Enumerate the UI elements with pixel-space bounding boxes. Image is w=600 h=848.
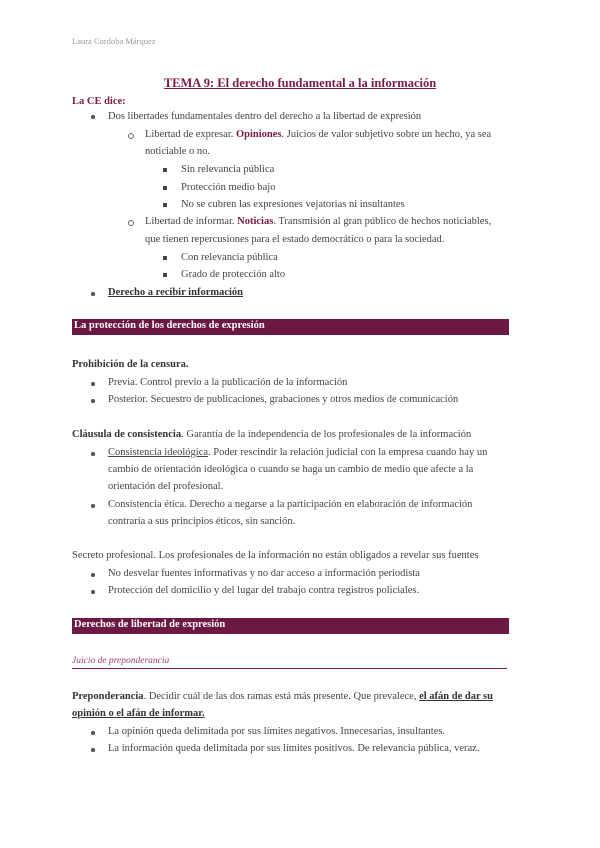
bullet-square-icon <box>163 168 167 172</box>
informar-rest: . Transmisión al gran público de hechos noticiables, <box>273 216 492 227</box>
list-item: Grado de protección alto <box>181 269 286 280</box>
prep-rest: . Decidir cuál de las dos ramas está más presente. Que prevalece, <box>143 691 420 702</box>
bullet-icon <box>91 748 95 752</box>
expresar-line <box>145 128 491 142</box>
section-title: La protección de los derechos de expresión <box>74 320 265 331</box>
bullet-square-icon <box>163 256 167 260</box>
etica-line-2: contraria a sus principios éticos, sin sanción. <box>108 516 296 527</box>
bullet-icon <box>91 731 95 735</box>
bullet-square-icon <box>163 273 167 277</box>
bullet-icon <box>91 573 95 577</box>
expresar-line-2: noticiable o no. <box>145 146 211 157</box>
section-bar-libertad <box>72 618 509 634</box>
preponderancia-line-2: opinión o el afán de informar. <box>72 708 205 719</box>
bullet-icon <box>91 504 95 508</box>
derecho-recibir: Derecho a recibir información <box>108 287 244 298</box>
list-item: Posterior. Secuestro de publicaciones, grabaciones y otros medios de comunicación <box>108 394 459 405</box>
ideologica-rest: . Poder rescindir la relación judicial con la empresa cuando hay un <box>208 447 488 458</box>
ce-intro: Dos libertades fundamentales dentro del derecho a la libertad de expresión <box>108 111 422 122</box>
bullet-square-icon <box>163 203 167 207</box>
bullet-icon <box>91 452 95 456</box>
secreto-line: Secreto profesional. Los profesionales de la información no están obligados a revelar sus fuentes <box>72 550 479 561</box>
informar-line <box>145 215 491 229</box>
informar-keyword: Noticias <box>237 216 274 227</box>
list-item: Protección medio bajo <box>181 182 276 193</box>
expresar-keyword: Opiniones <box>235 129 282 140</box>
section-title: Derechos de libertad de expresión <box>74 619 226 630</box>
list-item: La información queda delimitada por sus límites positivos. De relevancia pública, veraz. <box>108 743 480 754</box>
list-item: Protección del domicilio y del lugar del trabajo contra registros policiales. <box>108 585 420 596</box>
bullet-icon <box>91 382 95 386</box>
ideologica-line <box>108 446 487 460</box>
bullet-circle-icon <box>128 133 134 139</box>
expresar-lead: Libertad de expresar. <box>145 129 236 140</box>
clausula-rest: . Garantía de la independencia de los profesionales de la información <box>181 429 472 440</box>
informar-line-2: que tienen repercusiones para el estado democrático o para la sociedad. <box>145 234 445 245</box>
list-item: Sin relevancia pública <box>181 164 275 175</box>
ideologica-link[interactable]: Consistencia ideológica <box>108 447 209 458</box>
clausula-lead: Cláusula de consistencia <box>72 429 182 440</box>
page-title: TEMA 9: El derecho fundamental a la información <box>163 76 437 90</box>
expresar-rest: . Juicios de valor subjetivo sobre un hecho, ya sea <box>281 129 492 140</box>
list-item: Con relevancia pública <box>181 252 278 263</box>
juicio-heading: Juicio de preponderancia <box>72 655 507 669</box>
ideologica-line-3: orientación del profesional. <box>108 481 224 492</box>
bullet-icon <box>91 292 95 296</box>
censura-heading: Prohibición de la censura. <box>72 359 189 370</box>
list-item: No desvelar fuentes informativas y no dar acceso a información periodista <box>108 568 420 579</box>
bullet-circle-icon <box>128 220 134 226</box>
informar-lead: Libertad de informar. <box>145 216 238 227</box>
list-item: La opinión queda delimitada por sus límites negativos. Innecesarias, insultantes. <box>108 726 446 737</box>
clausula-line <box>72 428 471 442</box>
preponderancia-line <box>72 690 493 704</box>
list-item: No se cubren las expresiones vejatorias ni insultantes <box>181 199 405 210</box>
section-bar-proteccion <box>72 319 509 335</box>
ideologica-line-2: cambio de orientación ideológica o cuando se haga un cambio de medio que afecte a la <box>108 464 474 475</box>
prep-lead: Preponderancia <box>72 691 144 702</box>
bullet-square-icon <box>163 186 167 190</box>
bullet-icon <box>91 115 95 119</box>
list-item: Previa. Control previo a la publicación de la información <box>108 377 348 388</box>
prep-emph: el afán de dar su <box>419 691 493 702</box>
author-name: Laura Cordoba Márquez <box>72 36 156 46</box>
etica-line: Consistencia ética. Derecho a negarse a la participación en elaboración de información <box>108 499 473 510</box>
ce-heading: La CE dice: <box>72 96 126 107</box>
bullet-icon <box>91 590 95 594</box>
bullet-icon <box>91 399 95 403</box>
